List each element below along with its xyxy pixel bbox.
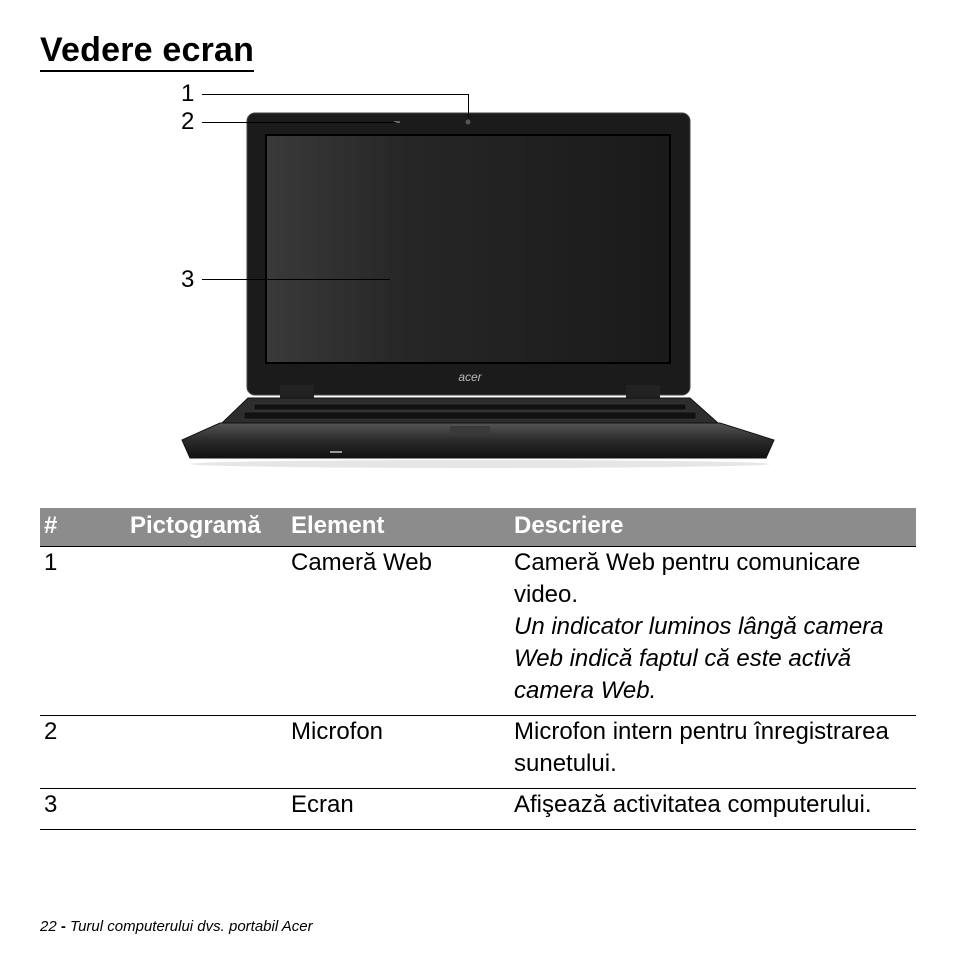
laptop-screen [266,135,670,363]
front-indicators [330,451,342,453]
row-icon [126,789,287,830]
header-icon: Pictogramă [126,508,287,547]
callout-1-drop [468,94,469,118]
laptop-front-figure [170,80,790,480]
callout-1: 1 [181,80,195,107]
header-number: # [40,508,126,547]
row-note: Un indicator luminos lângă camera Web indică faptul că este activă camera Web. [514,613,884,704]
row-description-cell [510,547,916,716]
row-number: 3 [40,789,126,830]
row-element: Microfon [287,716,510,789]
display-view-table [40,508,916,830]
page-number: 22 [40,918,57,935]
row-icon [126,547,287,716]
row-number: 1 [40,547,126,716]
row-description: Cameră Web pentru comunicare video. [514,549,861,608]
callout-2: 2 [181,108,195,135]
page-footer [40,918,313,935]
laptop-illustration [170,80,790,480]
table-header-row [40,508,916,547]
callout-2-line [202,122,396,123]
touchpad [450,426,490,434]
row-number: 2 [40,716,126,789]
table-row [40,547,916,716]
webcam-lens [466,120,471,125]
row-element: Cameră Web [287,547,510,716]
header-element: Element [287,508,510,547]
callout-3-line [202,279,390,280]
table-row [40,716,916,789]
page-title: Vedere ecran [40,30,254,72]
callout-1-line [202,94,469,95]
row-description: Afişează activitatea computerului. [510,789,916,830]
row-element: Ecran [287,789,510,830]
table-row [40,789,916,830]
footer-separator: - [60,918,66,935]
callout-3: 3 [181,266,195,293]
acer-logo: acer [458,370,482,384]
footer-text: Turul computerului dvs. portabil Acer [70,918,313,935]
row-icon [126,716,287,789]
row-description: Microfon intern pentru înregistrarea sunetului. [510,716,916,789]
header-description: Descriere [510,508,916,547]
